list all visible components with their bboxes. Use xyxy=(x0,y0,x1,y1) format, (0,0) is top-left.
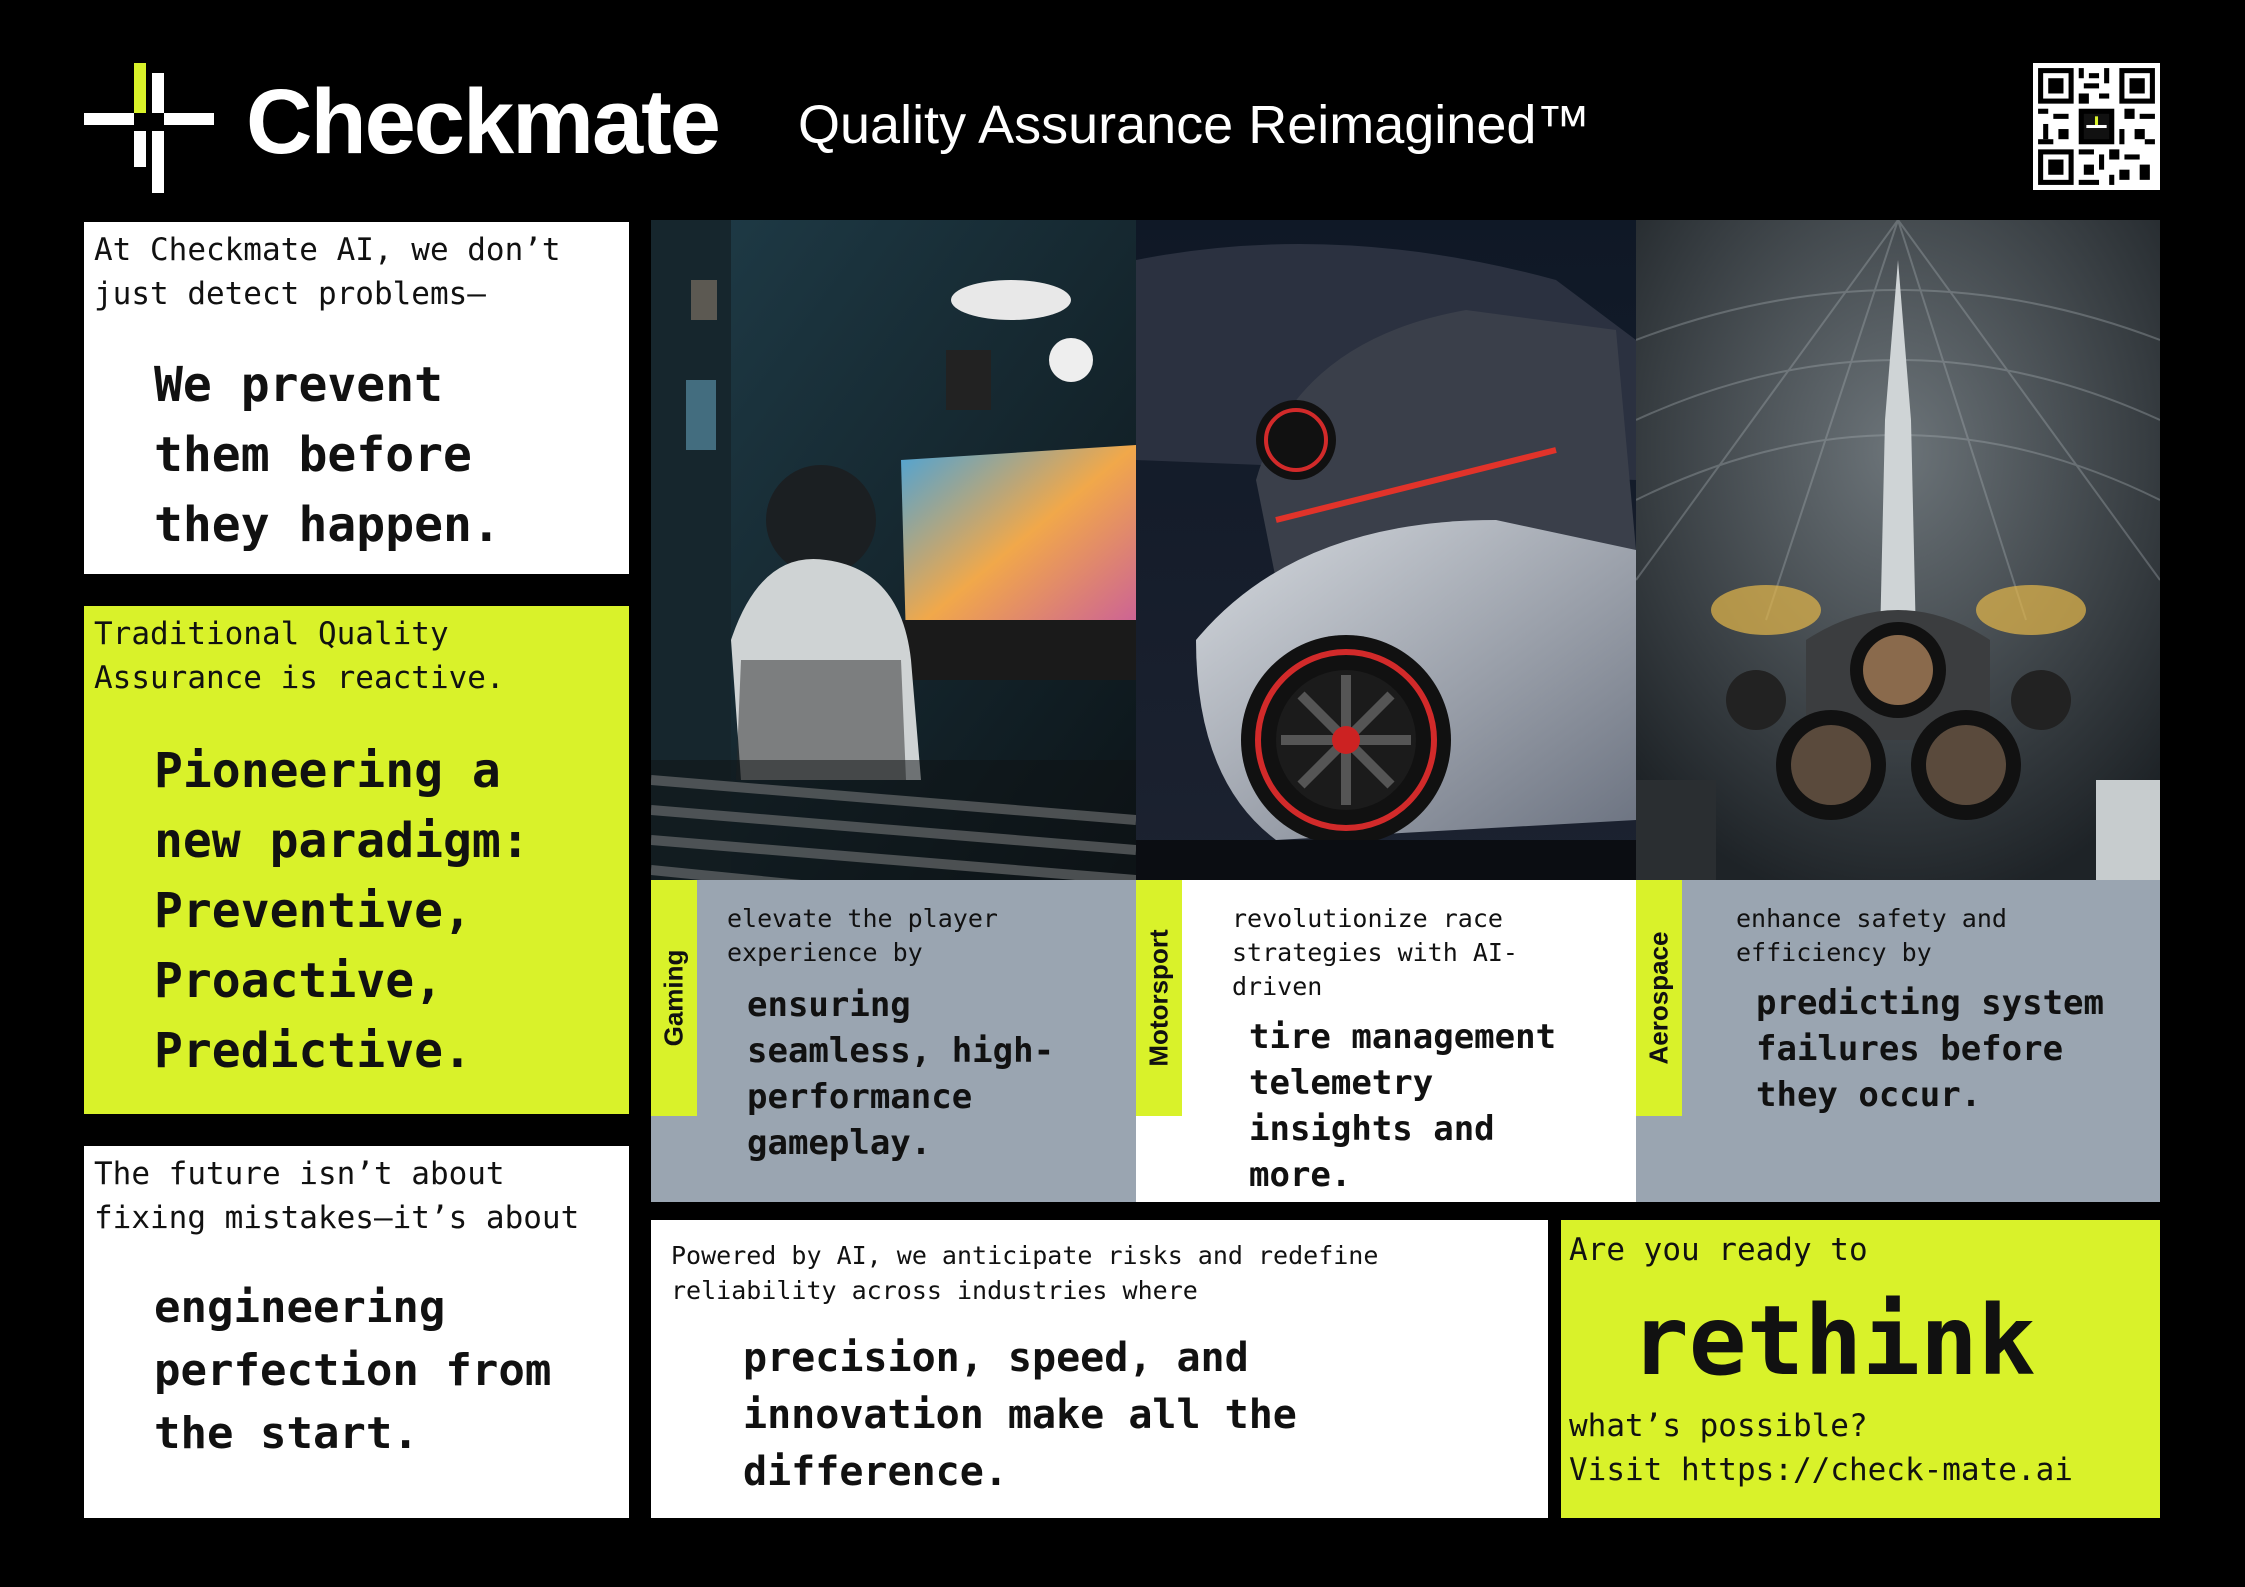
rethink-headline: rethink xyxy=(1631,1285,2036,1397)
gaming-tab-label: Gaming xyxy=(658,949,689,1047)
detect-panel xyxy=(84,222,629,574)
gaming-intro: elevate the player experience by xyxy=(727,904,998,967)
aerospace-tab xyxy=(1636,880,1682,1116)
aerospace-tab-label: Aerospace xyxy=(1643,931,1674,1065)
traditional-headline: Pioneering a new paradigm: Preventive, Proactive, Predictive. xyxy=(154,743,530,1079)
motorsport-tab xyxy=(1136,880,1182,1116)
aerospace-intro: enhance safety and efficiency by xyxy=(1736,904,2007,967)
future-intro: The future isn’t about fixing mistakes—it’s about xyxy=(94,1156,580,1236)
powered-intro: Powered by AI, we anticipate risks and redefine reliability across industries where xyxy=(671,1241,1379,1305)
motorsport-photo xyxy=(1136,220,1636,880)
powered-panel xyxy=(651,1220,1548,1518)
aerospace-card xyxy=(1636,880,2160,1202)
checkmate-cross-icon xyxy=(84,63,214,193)
traditional-intro: Traditional Quality Assurance is reactive. xyxy=(94,616,505,696)
aerospace-headline: predicting system failures before they occur. xyxy=(1756,983,2104,1115)
future-headline: engineering perfection from the start. xyxy=(154,1282,552,1459)
tagline: Quality Assurance Reimagined™ xyxy=(798,95,1591,155)
gaming-photo xyxy=(651,220,1136,880)
gaming-headline: ensuring seamless, high-performance gameplay. xyxy=(747,985,1055,1163)
motorsport-intro: revolutionize race strategies with AI-driven xyxy=(1232,904,1518,1001)
motorsport-headline: tire management telemetry insights and more. xyxy=(1249,1017,1557,1195)
motorsport-tab-label: Motorsport xyxy=(1143,929,1174,1067)
gaming-tab xyxy=(651,880,697,1116)
future-panel xyxy=(84,1146,629,1518)
aerospace-photo xyxy=(1636,220,2160,880)
detect-intro: At Checkmate AI, we don’t just detect problems— xyxy=(94,232,561,312)
powered-headline: precision, speed, and innovation make all the difference. xyxy=(743,1335,1297,1495)
rethink-panel xyxy=(1561,1220,2160,1518)
traditional-panel xyxy=(84,606,629,1114)
rethink-outro: what’s possible? xyxy=(1569,1408,1868,1444)
motorsport-card xyxy=(1136,880,1636,1202)
gaming-card xyxy=(651,880,1136,1202)
qr-code-icon[interactable] xyxy=(2033,63,2160,190)
visit-link[interactable]: Visit https://check-mate.ai xyxy=(1569,1452,2073,1488)
detect-headline: We prevent them before they happen. xyxy=(154,357,501,553)
brand-name: Checkmate xyxy=(246,71,719,173)
rethink-intro: Are you ready to xyxy=(1569,1232,1868,1268)
